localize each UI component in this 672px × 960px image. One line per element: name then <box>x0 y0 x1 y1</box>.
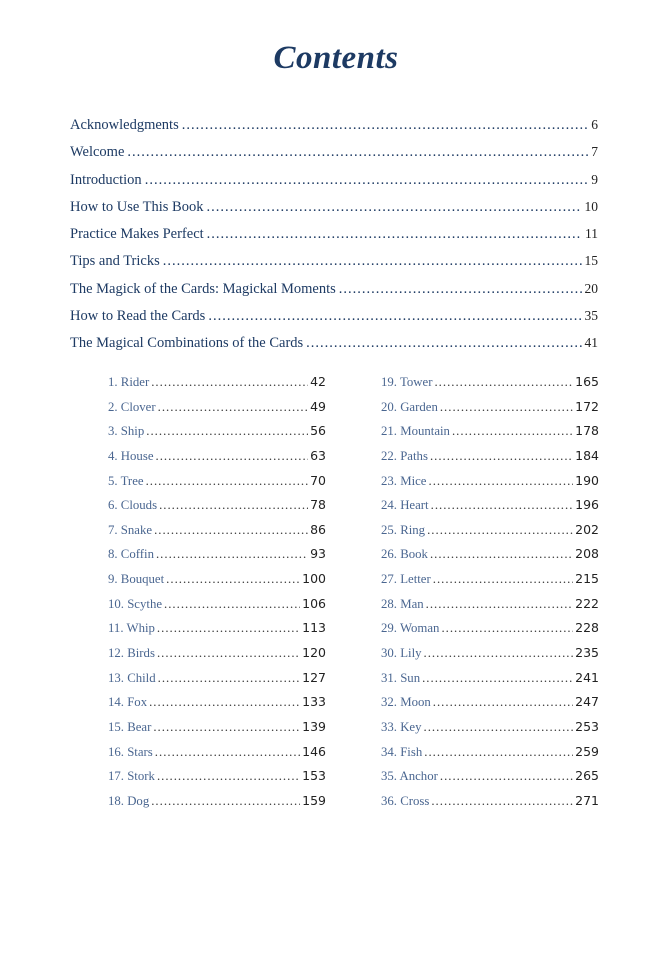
entry-label: 19. Tower <box>381 375 433 389</box>
entry-label: 15. Bear <box>108 719 152 734</box>
entry-label: 1. Rider <box>108 375 150 389</box>
main-contents-list <box>70 117 598 363</box>
card-entry[interactable] <box>108 473 326 498</box>
page-number: 208 <box>575 546 599 562</box>
page-number: 15 <box>584 253 598 269</box>
page-number: 159 <box>302 792 326 808</box>
entry-label: 14. Fox <box>108 695 148 710</box>
card-entry[interactable] <box>381 497 599 522</box>
card-entry[interactable] <box>108 620 326 645</box>
page-number: 222 <box>575 595 599 611</box>
card-entry[interactable] <box>108 670 326 695</box>
page-number: 127 <box>302 669 326 685</box>
dot-leader <box>441 621 573 636</box>
entry-label: 3. Ship <box>108 424 145 439</box>
dot-leader <box>156 449 309 464</box>
entry-label: 10. Scythe <box>108 596 163 611</box>
dot-leader <box>452 424 573 439</box>
page-number: 146 <box>302 743 326 759</box>
entry-label: 11. Whip <box>108 621 155 636</box>
dot-leader <box>430 547 573 562</box>
entry-label: How to Read the Cards <box>70 308 206 325</box>
page-number: 20 <box>584 280 598 296</box>
entry-label: 8. Coffin <box>108 547 154 562</box>
card-entry[interactable] <box>108 744 326 769</box>
page-number: 228 <box>575 620 599 636</box>
card-entry[interactable] <box>108 546 326 571</box>
card-entry[interactable] <box>108 694 326 719</box>
dot-leader <box>156 547 308 562</box>
entry-label: 13. Child <box>108 670 156 685</box>
page-number: 241 <box>575 669 599 685</box>
dot-leader <box>424 646 574 661</box>
card-entry[interactable] <box>381 374 599 399</box>
page-number: 9 <box>591 171 598 187</box>
entry-label: Welcome <box>70 144 125 161</box>
dot-leader <box>164 597 300 612</box>
card-entry[interactable] <box>381 694 599 719</box>
page-number: 247 <box>575 694 599 710</box>
card-entry[interactable] <box>108 399 326 424</box>
dot-leader <box>206 199 581 216</box>
toc-entry[interactable] <box>70 199 598 226</box>
card-entry[interactable] <box>381 670 599 695</box>
page-number: 265 <box>575 768 599 784</box>
card-entry[interactable] <box>381 645 599 670</box>
dot-leader <box>208 308 581 325</box>
card-entry[interactable] <box>108 719 326 744</box>
card-entry[interactable] <box>381 448 599 473</box>
entry-label: 21. Mountain <box>381 424 450 439</box>
card-entry[interactable] <box>108 423 326 448</box>
cards-list-left <box>108 374 326 818</box>
entry-label: Acknowledgments <box>70 117 179 133</box>
page-number: 165 <box>575 374 599 389</box>
dot-leader <box>166 572 300 587</box>
card-entry[interactable] <box>108 374 326 399</box>
dot-leader <box>151 794 300 809</box>
entry-label: 33. Key <box>381 719 422 734</box>
entry-label: 30. Lily <box>381 646 422 661</box>
card-entry[interactable] <box>108 645 326 670</box>
dot-leader <box>157 646 300 661</box>
entry-label: 2. Clover <box>108 399 156 414</box>
card-entry[interactable] <box>381 571 599 596</box>
page-number: 42 <box>310 374 326 389</box>
dot-leader <box>151 375 308 390</box>
toc-entry[interactable] <box>70 281 598 308</box>
page-number: 120 <box>302 645 326 661</box>
dot-leader <box>306 335 581 352</box>
entry-label: 35. Anchor <box>381 769 438 784</box>
page-number: 215 <box>575 571 599 587</box>
page-number: 41 <box>584 335 598 351</box>
dot-leader <box>157 769 300 784</box>
entry-label: 6. Clouds <box>108 498 158 513</box>
dot-leader <box>158 400 308 415</box>
dot-leader <box>146 424 308 439</box>
card-entry[interactable] <box>381 546 599 571</box>
entry-label: 36. Cross <box>381 793 430 808</box>
entry-label: 16. Stars <box>108 744 153 759</box>
entry-label: 18. Dog <box>108 793 150 808</box>
entry-label: 9. Bouquet <box>108 572 165 587</box>
dot-leader <box>424 745 573 760</box>
card-entry[interactable] <box>381 596 599 621</box>
entry-label: 22. Paths <box>381 448 428 463</box>
dot-leader <box>440 400 573 415</box>
entry-label: 27. Letter <box>381 572 431 587</box>
page-number: 56 <box>310 423 326 439</box>
page-number: 106 <box>302 595 326 611</box>
page-number: 78 <box>310 497 326 513</box>
entry-label: How to Use This Book <box>70 198 204 215</box>
dot-leader <box>182 117 589 134</box>
entry-label: The Magical Combinations of the Cards <box>70 335 304 352</box>
entry-label: Tips and Tricks <box>70 253 160 270</box>
page-number: 172 <box>575 398 599 414</box>
page-number: 11 <box>585 226 598 242</box>
entry-label: 29. Woman <box>381 621 440 636</box>
page-number: 63 <box>310 447 326 463</box>
toc-entry[interactable] <box>70 335 598 362</box>
page-number: 253 <box>575 718 599 734</box>
dot-leader <box>431 794 573 809</box>
page-number: 202 <box>575 521 599 537</box>
page-number: 7 <box>591 144 598 160</box>
card-entry[interactable] <box>108 768 326 793</box>
page-number: 93 <box>310 546 326 562</box>
entry-label: 31. Sun <box>381 670 421 685</box>
entry-label: 32. Moon <box>381 695 431 710</box>
page-number: 6 <box>591 117 598 132</box>
cards-list-right <box>381 374 599 818</box>
dot-leader <box>431 498 574 513</box>
page-number: 86 <box>310 521 326 537</box>
dot-leader <box>154 523 308 538</box>
dot-leader <box>158 671 301 686</box>
card-entry[interactable] <box>381 744 599 769</box>
card-entry[interactable] <box>108 522 326 547</box>
entry-label: 23. Mice <box>381 473 427 488</box>
entry-label: 24. Heart <box>381 498 429 513</box>
page-number: 259 <box>575 743 599 759</box>
card-entry[interactable] <box>108 793 326 818</box>
dot-leader <box>157 621 300 636</box>
card-entry[interactable] <box>108 448 326 473</box>
entry-label: Practice Makes Perfect <box>70 226 204 243</box>
page-number: 153 <box>302 768 326 784</box>
dot-leader <box>159 498 308 513</box>
page-title: Contents <box>273 40 399 76</box>
dot-leader <box>429 474 574 489</box>
card-entry[interactable] <box>381 620 599 645</box>
dot-leader <box>422 671 573 686</box>
page-number: 100 <box>302 571 326 587</box>
dot-leader <box>433 572 573 587</box>
card-entry[interactable] <box>108 596 326 621</box>
page-number: 196 <box>575 497 599 513</box>
page-number: 184 <box>575 447 599 463</box>
dot-leader <box>424 720 574 735</box>
entry-label: Introduction <box>70 171 142 188</box>
dot-leader <box>207 226 582 243</box>
page-number: 49 <box>310 398 326 414</box>
dot-leader <box>427 523 573 538</box>
dot-leader <box>440 769 573 784</box>
page-number: 190 <box>575 472 599 488</box>
entry-label: 28. Man <box>381 596 424 611</box>
card-entry[interactable] <box>381 399 599 424</box>
entry-label: 12. Birds <box>108 646 155 661</box>
card-entry[interactable] <box>108 497 326 522</box>
dot-leader <box>433 695 573 710</box>
entry-label: 4. House <box>108 448 154 463</box>
entry-label: 7. Snake <box>108 522 153 537</box>
card-entry[interactable] <box>381 423 599 448</box>
dot-leader <box>149 695 300 710</box>
dot-leader <box>426 597 573 612</box>
entry-label: 26. Book <box>381 547 428 562</box>
dot-leader <box>146 474 309 489</box>
entry-label: 20. Garden <box>381 399 438 414</box>
page-number: 178 <box>575 423 599 439</box>
dot-leader <box>145 172 589 189</box>
toc-entry[interactable] <box>70 308 598 335</box>
entry-label: 34. Fish <box>381 744 423 759</box>
dot-leader <box>434 375 573 390</box>
toc-entry[interactable] <box>70 144 598 171</box>
toc-entry[interactable] <box>70 172 598 199</box>
card-entry[interactable] <box>381 719 599 744</box>
page-number: 271 <box>575 792 599 808</box>
dot-leader <box>153 720 300 735</box>
dot-leader <box>155 745 300 760</box>
toc-entry[interactable] <box>70 226 598 253</box>
entry-label: 25. Ring <box>381 522 426 537</box>
card-entry[interactable] <box>381 793 599 818</box>
dot-leader <box>127 144 588 161</box>
page-number: 133 <box>302 694 326 710</box>
card-entry[interactable] <box>381 768 599 793</box>
page-number: 235 <box>575 645 599 661</box>
card-entry[interactable] <box>381 473 599 498</box>
dot-leader <box>163 253 582 270</box>
page-number: 113 <box>302 620 326 636</box>
page-number: 10 <box>584 198 598 214</box>
page-number: 139 <box>302 718 326 734</box>
page-number: 70 <box>310 472 326 488</box>
card-entry[interactable] <box>108 571 326 596</box>
entry-label: The Magick of the Cards: Magickal Moments <box>70 280 336 297</box>
page-number: 35 <box>584 308 598 324</box>
toc-entry[interactable] <box>70 117 598 144</box>
toc-entry[interactable] <box>70 253 598 280</box>
card-entry[interactable] <box>381 522 599 547</box>
entry-label: 17. Stork <box>108 769 155 784</box>
dot-leader <box>430 449 573 464</box>
dot-leader <box>339 281 582 298</box>
entry-label: 5. Tree <box>108 473 144 488</box>
